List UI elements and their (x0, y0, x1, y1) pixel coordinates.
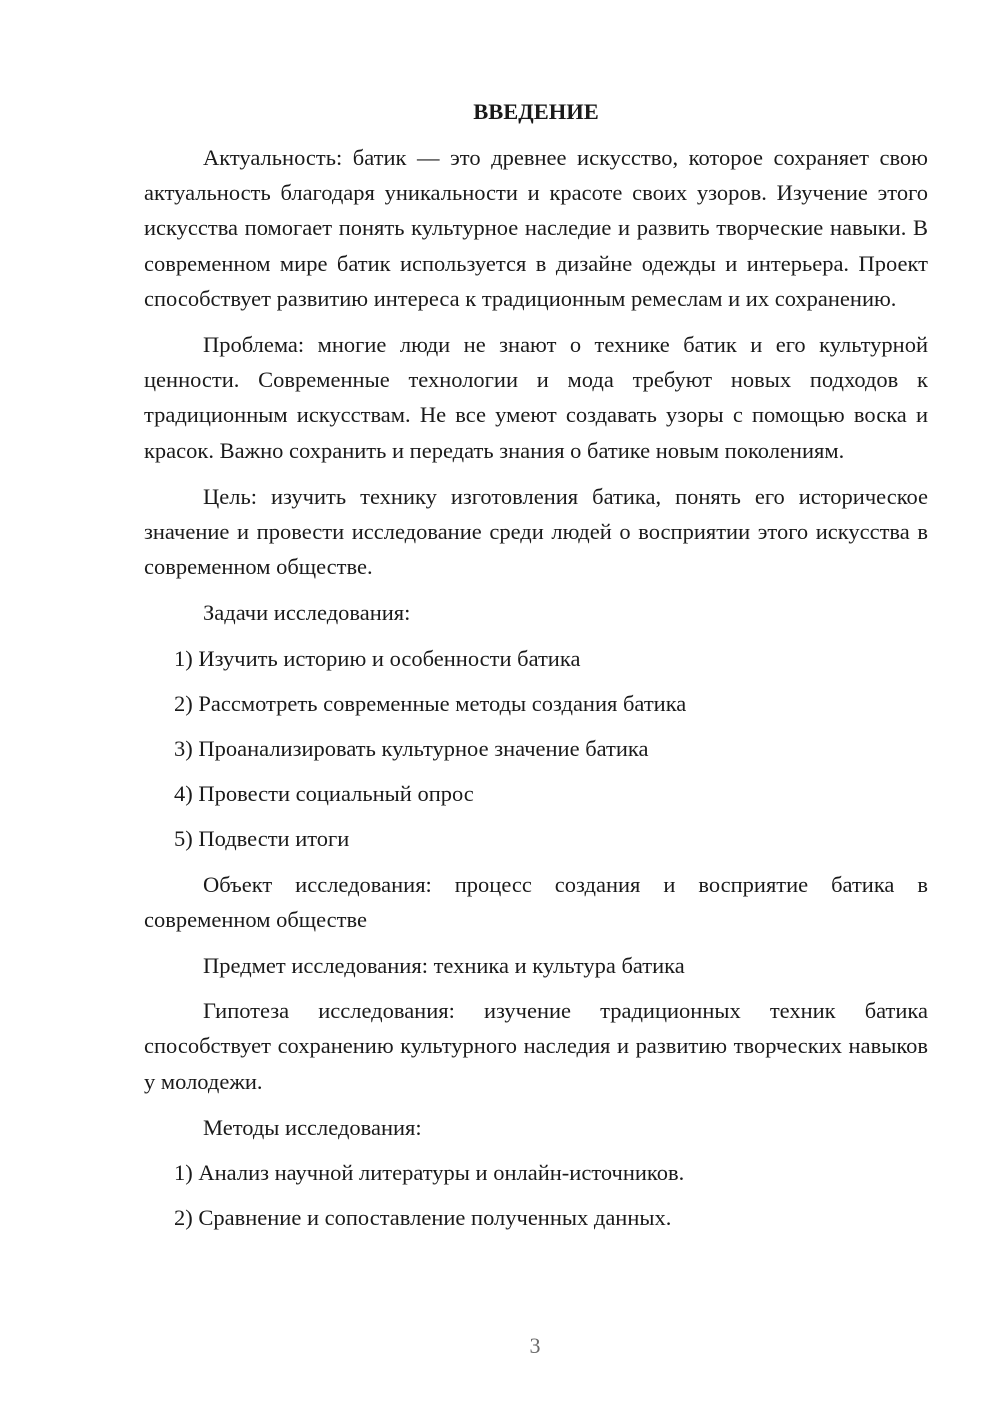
relevance-paragraph: Актуальность: батик — это древнее искусство, которое сохраняет свою актуальность благодаря уникальности и красоте своих узоров. Изучение этого искусства помогает понять культурное наследие и развить творческие навыки. В современном мире батик используется в дизайне одежды и интерьера. Проект способствует развитию интереса к традиционным ремеслам и их сохранению. (144, 145, 928, 311)
goal-paragraph: Цель: изучить технику изготовления батика, понять его историческое значение и провести исследование среди людей о восприятии этого искусства в современном обществе. (144, 483, 928, 580)
page-content (144, 94, 928, 1245)
task-item: 5) Подвести итоги (174, 826, 350, 852)
method-item: 1) Анализ научной литературы и онлайн-источников. (174, 1160, 685, 1186)
task-item: 4) Провести социальный опрос (174, 781, 474, 807)
method-item: 2) Сравнение и сопоставление полученных данных. (174, 1205, 672, 1231)
task-item: 1) Изучить историю и особенности батика (174, 645, 581, 671)
problem-paragraph: Проблема: многие люди не знают о технике батик и его культурной ценности. Современные технологии и мода требуют новых подходов к традиционным искусствам. Не все умеют создавать узоры с помощью воска и красок. Важно сохранить и передать знания о батике новым поколениям. (144, 332, 928, 463)
hypothesis-paragraph: Гипотеза исследования: изучение традиционных техник батика способствует сохранению культурного наследия и развитию творческих навыков у молодежи. (144, 998, 928, 1094)
methods-title: Методы исследования: (203, 1114, 422, 1140)
page-number: 3 (529, 1333, 541, 1358)
object-paragraph: Объект исследования: процесс создания и восприятие батика в современном обществе (144, 871, 928, 932)
task-item: 3) Проанализировать культурное значение батика (174, 736, 649, 762)
subject-paragraph: Предмет исследования: техника и культура батика (203, 953, 685, 979)
tasks-title: Задачи исследования: (203, 600, 411, 626)
section-heading: ВВЕДЕНИЕ (473, 99, 599, 124)
task-item: 2) Рассмотреть современные методы создания батика (174, 690, 687, 716)
